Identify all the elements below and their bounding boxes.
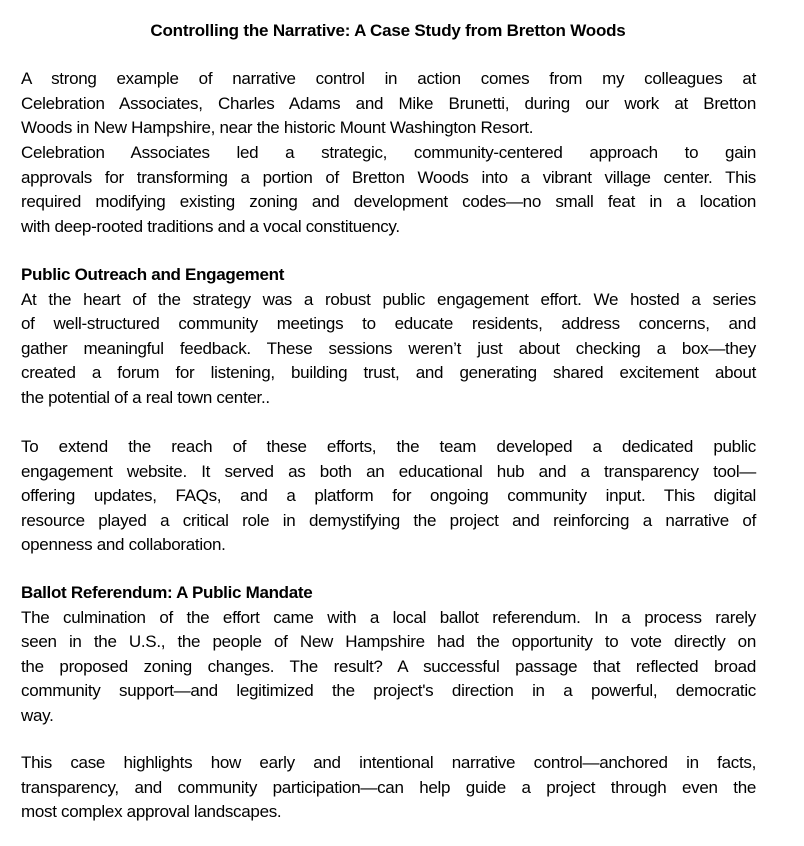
document-title: Controlling the Narrative: A Case Study from Bretton Woods: [150, 21, 626, 40]
text-line: A strong example of narrative control in action comes from my colleagues at: [21, 69, 756, 88]
section-heading: Public Outreach and Engagement: [21, 265, 285, 284]
text-line: engagement website. It served as both an educational hub and a transparency tool—: [21, 461, 756, 481]
conclusion-paragraph: [21, 751, 756, 825]
section-public-outreach: [21, 263, 756, 410]
text-line: To extend the reach of these efforts, the team developed a dedicated public: [21, 437, 756, 456]
section-heading: Ballot Referendum: A Public Mandate: [21, 583, 313, 602]
text-line: of well-structured community meetings to educate residents, address concerns, and: [21, 314, 756, 333]
text-line: approvals for transforming a portion of Bretton Woods into a vibrant village center. This: [21, 167, 756, 187]
text-line: required modifying existing zoning and development codes—no small feat in a location: [21, 192, 756, 211]
text-line: way.: [21, 705, 54, 725]
text-line: The culmination of the effort came with a local ballot referendum. In a process rarely: [21, 607, 756, 627]
text-line: gather meaningful feedback. These sessions weren’t just about checking a box—they: [21, 338, 756, 358]
text-line: with deep-rooted traditions and a vocal constituency.: [21, 216, 400, 236]
text-line: most complex approval landscapes.: [21, 802, 282, 821]
text-line: community support—and legitimized the project's direction in a powerful, democratic: [21, 681, 756, 700]
text-line: the potential of a real town center..: [21, 387, 270, 407]
text-line: Woods in New Hampshire, near the historic Mount Washington Resort.: [21, 118, 534, 137]
text-line: resource played a critical role in demystifying the project and reinforcing a narrative of: [21, 510, 756, 530]
text-line: This case highlights how early and intentional narrative control—anchored in facts,: [21, 753, 756, 772]
text-line: Celebration Associates, Charles Adams and Mike Brunetti, during our work at Bretton: [21, 93, 756, 113]
text-line: seen in the U.S., the people of New Hampshire had the opportunity to vote directly on: [21, 632, 756, 651]
text-line: transparency, and community participation—can help guide a project through even the: [21, 777, 756, 797]
text-line: Celebration Associates led a strategic, community-centered approach to gain: [21, 143, 756, 162]
intro-paragraph-2: [21, 141, 756, 239]
intro-paragraph-1: [21, 67, 756, 141]
text-line: the proposed zoning changes. The result? A successful passage that reflected broad: [21, 656, 756, 676]
section-ballot-referendum: [21, 581, 756, 728]
text-line: openness and collaboration.: [21, 535, 226, 554]
outreach-paragraph-2: [21, 435, 756, 558]
text-line: offering updates, FAQs, and a platform for ongoing community input. This digital: [21, 486, 756, 505]
text-line: created a forum for listening, building trust, and generating shared excitement about: [21, 363, 756, 382]
text-line: At the heart of the strategy was a robust public engagement effort. We hosted a series: [21, 289, 756, 309]
